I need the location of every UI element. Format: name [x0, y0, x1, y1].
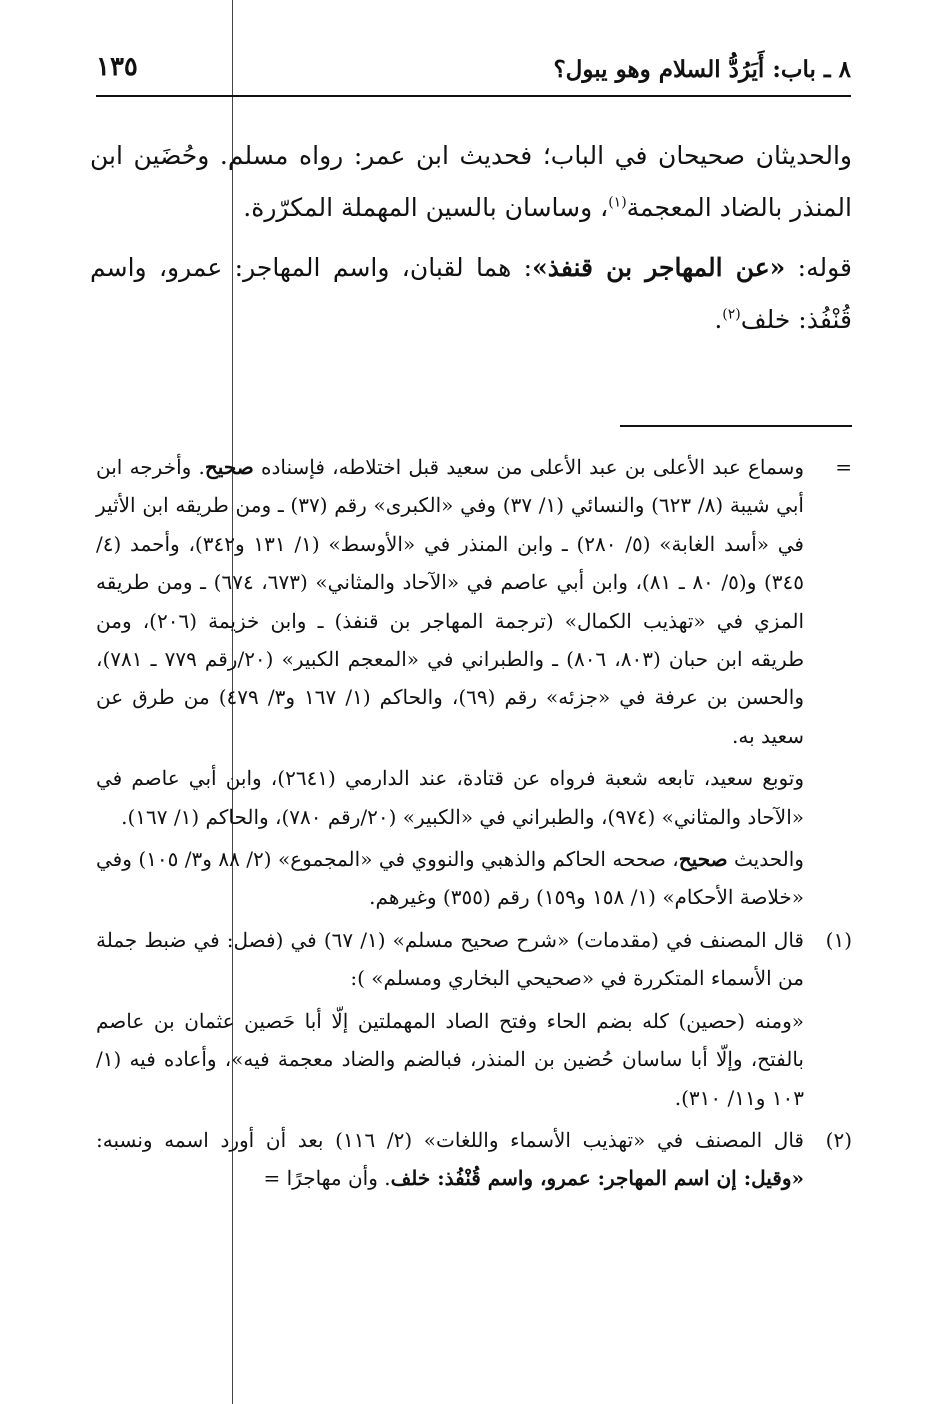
footnote-2-marker: (٢): [825, 1127, 852, 1152]
footnote-ref-2: (٢): [722, 306, 741, 323]
grade-word: صحيح: [204, 455, 254, 479]
footnote-follow-paragraph: وتوبع سعيد، تابعه شعبة فرواه عن قتادة، عند الدارمي (٢٦٤١)، وابن أبي عاصم في «الآحاد والمثاني» (٩٧٤)، والطبراني في «الكبير» (٢٠/رقم ٧٨٠)، والحاكم (١/ ١٦٧).: [96, 766, 804, 829]
main-text-span: .: [714, 305, 723, 334]
footnote-text: . وأن مهاجرًا =: [263, 1166, 391, 1191]
main-paragraph-1: [90, 130, 852, 234]
footnote-text: ، صححه الحاكم والذهبي والنووي في «المجموع» (٢/ ٨٨ و٣/ ١٠٥) وفي «خلاصة الأحكام» (١/ ١٥٨ و١٥٩) رقم (٣٥٥) وغيرهم.: [96, 847, 804, 910]
header-rule: [96, 95, 851, 97]
footnote-1: [96, 921, 852, 998]
main-text-span: والحديثان صحيحان في الباب؛ فحديث ابن عمر: رواه مسلم. وحُضَين ابن المنذر بالضاد المعجمة: [90, 141, 852, 222]
footnote-ref-1: (١): [608, 194, 627, 211]
footnote-separator: [620, 425, 852, 427]
footnote-text: . وأخرجه ابن أبي شيبة (٨/ ٦٢٣) والنسائي (١/ ٣٧) وفي «الكبرى» رقم (٣٧) ـ ومن طريقه ابن الأثير في «أسد الغابة» (٥/ ٢٨٠) ـ وابن المنذر في «الأوسط» (١/ ١٣١ و٣٤٢)، وأحمد (٤/ ٣٤٥) و(٥/ ٨٠ ـ ٨١)، وابن أبي عاصم في «الآحاد والمثاني» (٦٧٣، ٦٧٤) ـ ومن طريقه المزي في «تهذيب الكمال» (ترجمة المهاجر بن قنفذ) ـ وابن خزيمة (٢٠٦)، ومن طريقه ابن حبان (٨٠٣، ٨٠٦) ـ والطبراني في «المعجم الكبير» (٢٠/رقم ٧٧٩ ـ ٧٨١)، والحسن بن عرفة في «جزئه» رقم (٦٩)، والحاكم (١/ ١٦٧ و٣/ ٤٧٩) من طرق عن سعيد به.: [96, 455, 805, 748]
quoted-phrase: «عن المهاجر بن قنفذ»: [532, 253, 786, 282]
footnote-1-quote: «ومنه (حصين) كله بضم الحاء وفتح الصاد المهملتين إلّا أبا حَصين عثمان بن عاصم بالفتح، وإلّا أبا ساسان حُضين بن المنذر، فبالضم والضاد معجمة فيه»، وأعاده فيه (١/ ١٠٣ و١١/ ٣١٠).: [96, 1008, 804, 1110]
footnote-text: قال المصنف في «تهذيب الأسماء واللغات» (٢/ ١١٦) بعد أن أورد اسمه ونسبه:: [96, 1127, 804, 1152]
page-header: [96, 48, 851, 92]
footnote-text: وسماع عبد الأعلى بن عبد الأعلى من سعيد قبل اختلاطه، فإسناده: [253, 455, 804, 479]
page-number: ١٣٥: [96, 52, 138, 82]
footnote-grade-paragraph: [96, 840, 852, 917]
footnote-text: قال المصنف في (مقدمات) «شرح صحيح مسلم» (١/ ٦٧) في (فصل: في ضبط جملة من الأسماء المتكررة في «صحيحي البخاري ومسلم» ):: [96, 927, 804, 991]
main-text-span: : هما لقبان، واسم المهاجر: عمرو، واسم قُنْفُذ: خلف: [90, 253, 852, 334]
footnote-1-marker: (١): [825, 927, 852, 952]
footnote-text: والحديث: [727, 847, 804, 872]
chapter-title: ٨ ـ باب: أَيَرُدُّ السلام وهو يبول؟: [553, 56, 851, 83]
main-text: [90, 130, 852, 354]
footnotes: [96, 448, 852, 1202]
main-text-span: ، وساسان بالسين المهملة المكرّرة.: [243, 193, 609, 222]
footnote-2: [96, 1121, 852, 1198]
quoted-phrase: «وقيل: إن اسم المهاجر: عمرو، واسم قُنْفُذ: خلف: [390, 1166, 804, 1191]
main-paragraph-2: [90, 242, 852, 346]
continuation-marker: =: [835, 455, 852, 479]
footnote-continuation: [96, 448, 852, 755]
main-text-span: قوله:: [785, 253, 852, 282]
grade-word: صحيح: [678, 847, 728, 872]
